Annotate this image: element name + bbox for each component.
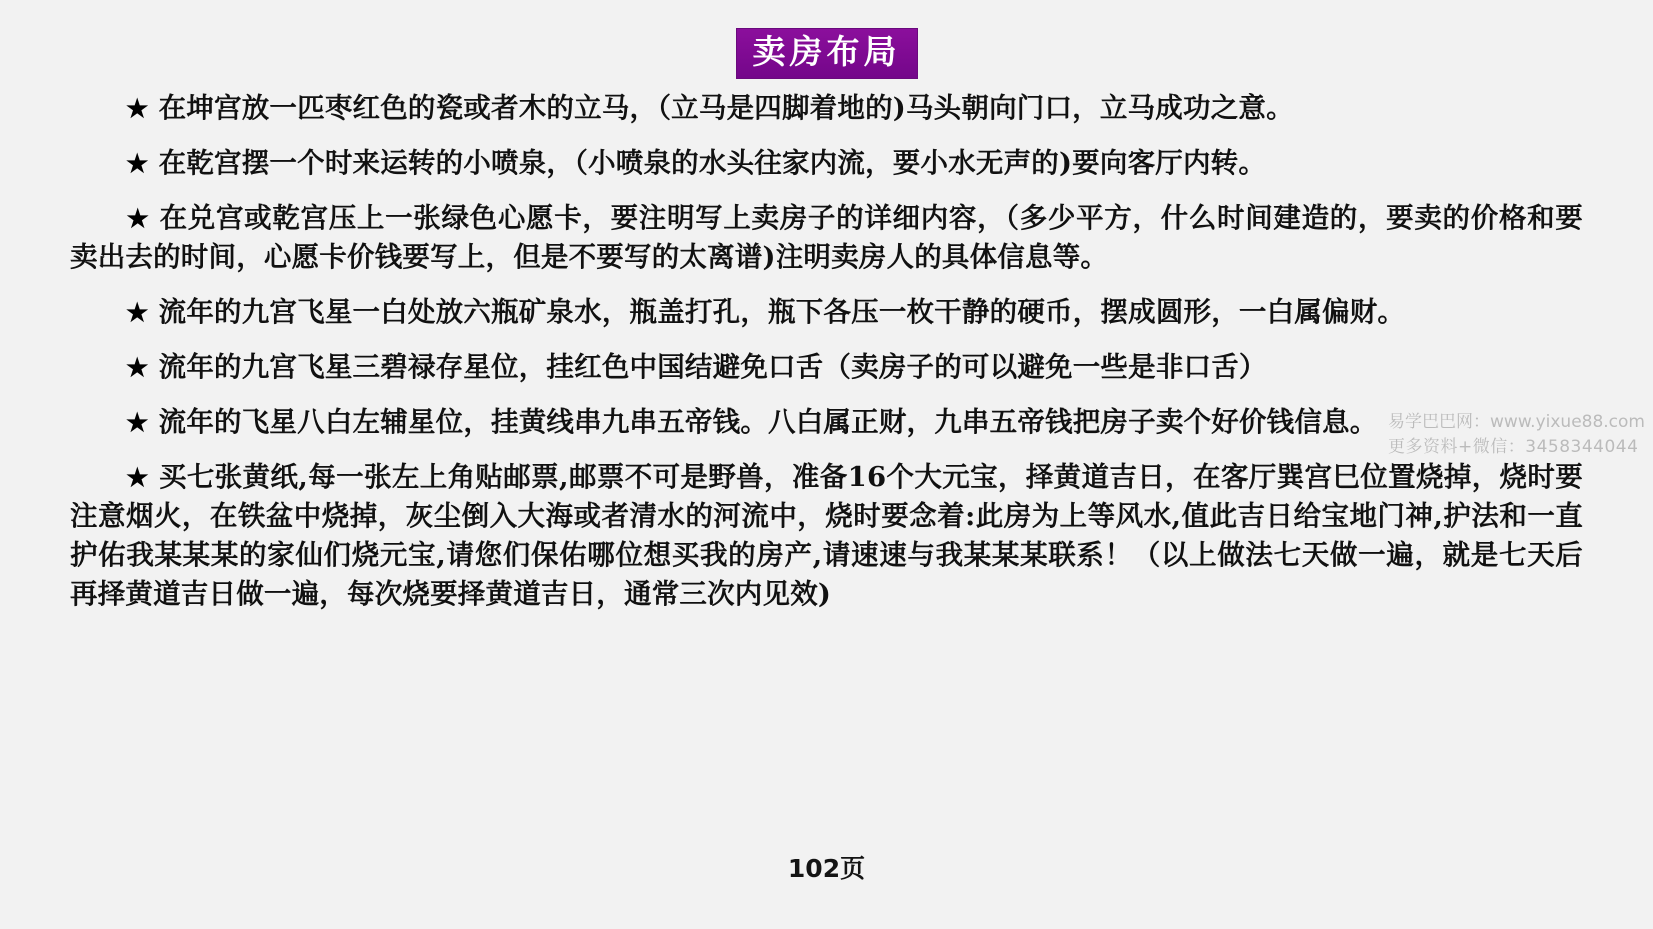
page-number: 102页 xyxy=(787,854,866,883)
star-bullet-icon: ★ xyxy=(126,93,149,123)
paragraph-item xyxy=(70,458,1583,614)
page-title: 卖房布局 xyxy=(736,28,918,79)
paragraph-item xyxy=(70,199,1583,277)
star-bullet-icon: ★ xyxy=(126,408,149,438)
star-bullet-icon: ★ xyxy=(126,298,149,328)
paragraph-text: 买七张黄纸,每一张左上角贴邮票,邮票不可是野兽，准备16个大元宝，择黄道吉日，在客厅巽宫巳位置烧掉，烧时要注意烟火，在铁盆中烧掉，灰尘倒入大海或者清水的河流中，烧时要念着:此房为上等风水,值此吉日给宝地门神,护法和一直护佑我某某某的家仙们烧元宝,请您们保佑哪位想买我的房产,请速速与我某某某联系！（以上做法七天做一遍，就是七天后再择黄道吉日做一遍，每次烧要择黄道吉日，通常三次内见效) xyxy=(70,461,1583,611)
paragraph-text: 流年的九宫飞星三碧禄存星位，挂红色中国结避免口舌（卖房子的可以避免一些是非口舌） xyxy=(158,351,1267,384)
paragraph-text: 在兑宫或乾宫压上一张绿色心愿卡，要注明写上卖房子的详细内容，（多少平方，什么时间建造的，要卖的价格和要卖出去的时间，心愿卡价钱要写上，但是不要写的太离谱)注明卖房人的具体信息等。 xyxy=(70,202,1583,274)
document-body xyxy=(60,89,1593,615)
paragraph-item xyxy=(70,293,1583,332)
star-bullet-icon: ★ xyxy=(126,148,149,178)
watermark-site: 易学巴巴网：www.yixue88.com xyxy=(1388,412,1645,432)
star-bullet-icon: ★ xyxy=(126,204,150,234)
star-bullet-icon: ★ xyxy=(126,463,149,493)
paragraph-item xyxy=(70,403,1583,442)
paragraph-text: 流年的九宫飞星一白处放六瓶矿泉水，瓶盖打孔，瓶下各压一枚干静的硬币，摆成圆形，一白属偏财。 xyxy=(158,296,1406,329)
paragraph-text: 流年的飞星八白左辅星位，挂黄线串九串五帝钱。八白属正财，九串五帝钱把房子卖个好价钱信息。 xyxy=(158,406,1378,439)
paragraph-item xyxy=(70,144,1583,183)
paragraph-item xyxy=(70,348,1583,387)
paragraph-text: 在乾宫摆一个时来运转的小喷泉，（小喷泉的水头往家内流，要小水无声的)要向客厅内转。 xyxy=(158,146,1267,179)
paragraph-item xyxy=(70,89,1583,128)
paragraph-text: 在坤宫放一匹枣红色的瓷或者木的立马，（立马是四脚着地的)马头朝向门口，立马成功之意。 xyxy=(158,91,1294,124)
star-bullet-icon: ★ xyxy=(126,353,149,383)
watermark-contact: 更多资料+微信：3458344044 xyxy=(1388,436,1639,457)
page-title-container xyxy=(60,0,1593,89)
